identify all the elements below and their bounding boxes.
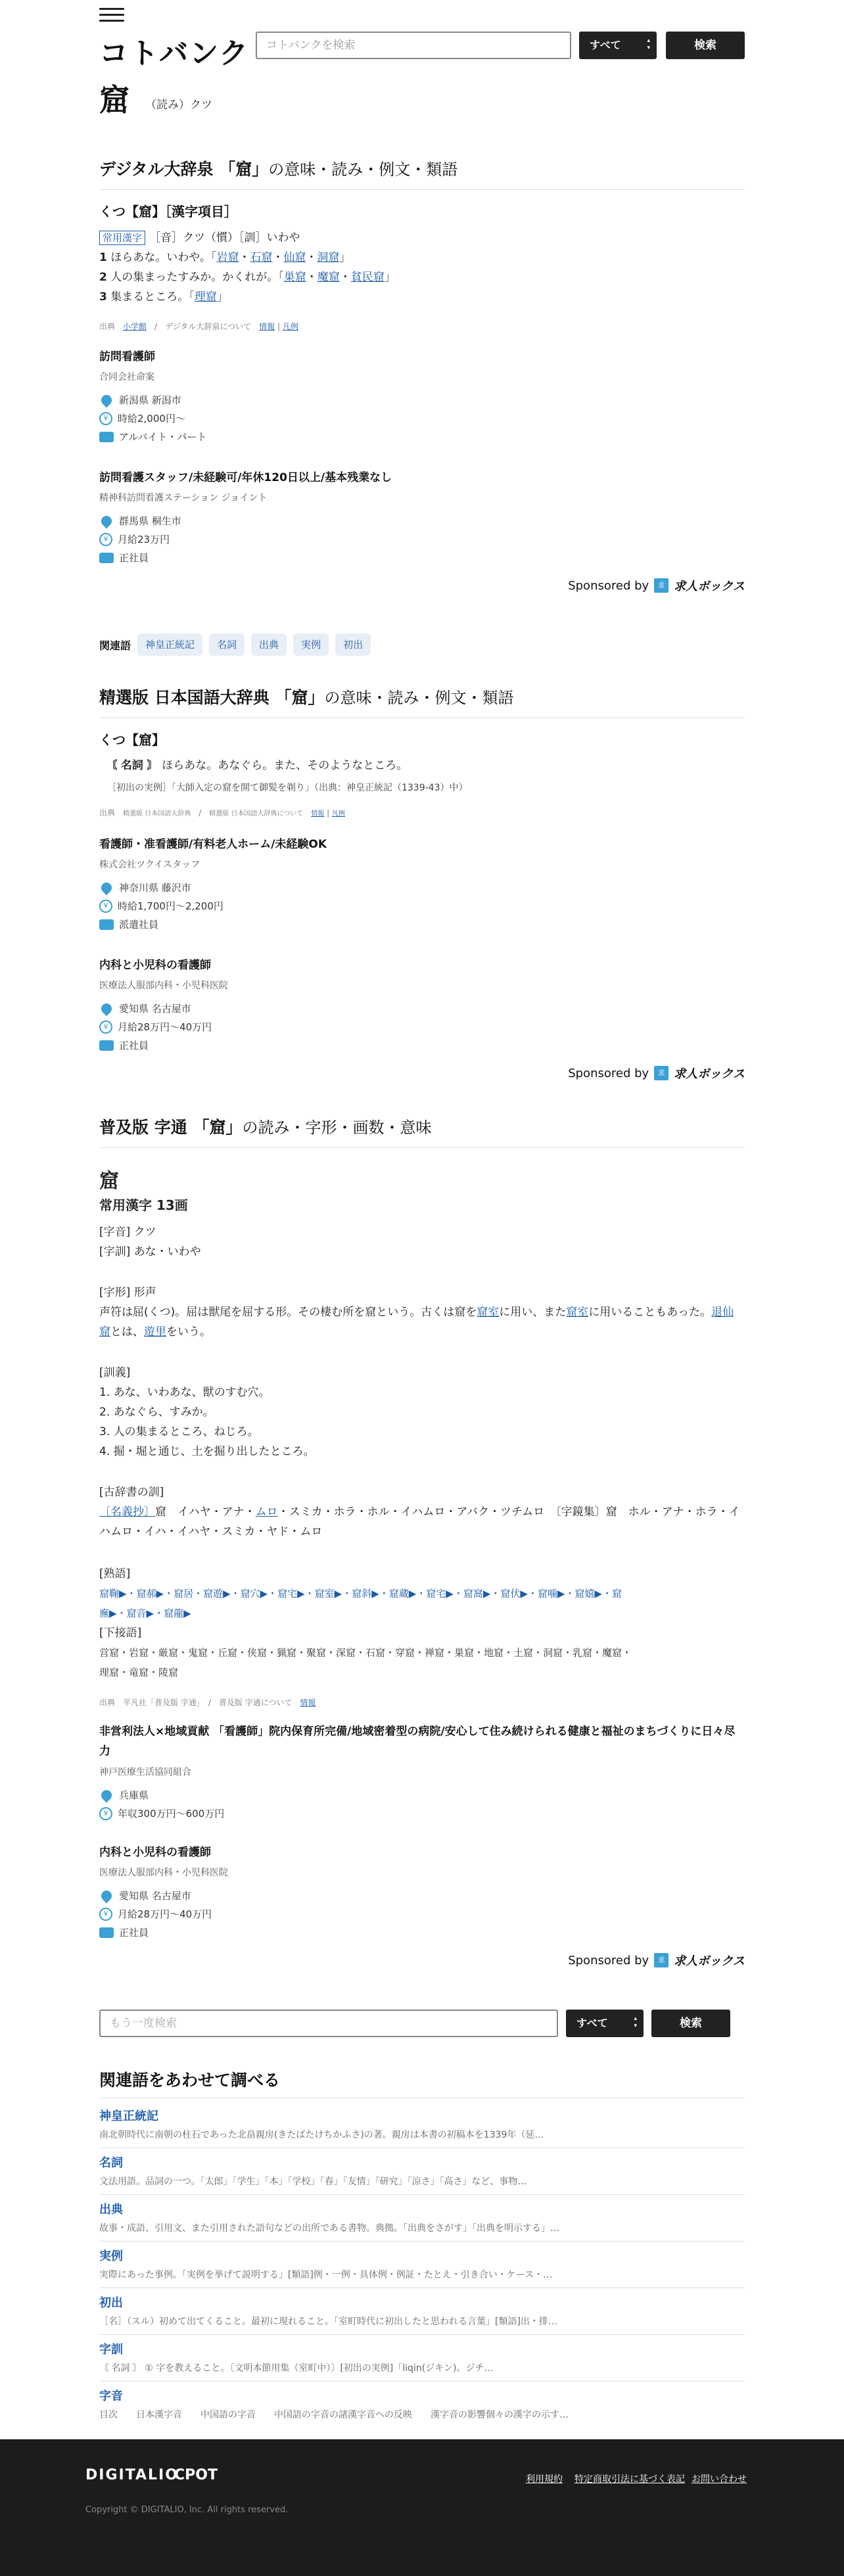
job-title[interactable]: 内科と小児科の看護師 (99, 1846, 211, 1859)
job-title[interactable]: 非営利法人×地域貢献 「看護師」院内保育所完備/地域密着型の病院/安心して住み続けられる健康と福祉のまちづくりに日々尽力 (99, 1725, 736, 1758)
briefcase-icon (99, 1927, 114, 1938)
related-word-desc: 文法用語。品詞の一つ。「太郎」「学生」「本」「学校」「春」「友情」「研究」「涼さ」「高さ」など、事物… (99, 2176, 527, 2187)
job-title[interactable]: 訪問看護スタッフ/未経験可/年休120日以上/基本残業なし (99, 471, 392, 484)
sponsor-brand: 求人ボックス (674, 1067, 745, 1081)
sense-num: 2 (99, 271, 107, 284)
section-rest: の意味・読み・例文・類語 (268, 160, 458, 179)
job-pay (99, 1905, 228, 1923)
kungi-item: 3. 人の集まるところ、ねじろ。 (99, 1425, 259, 1438)
kungi-item: 2. あなぐら、すみか。 (99, 1406, 214, 1419)
kojisho-body (99, 1502, 745, 1542)
bottom-search-input[interactable]: もう一度検索 (99, 2010, 558, 2037)
source-legend-link[interactable]: 凡例 (331, 810, 345, 817)
sense-num: 1 (99, 251, 107, 264)
related-words-list (99, 2102, 745, 2427)
jukugo-list[interactable]: 廡▶・窟音▶・窟龍▶ (99, 1607, 191, 1619)
related-word-title[interactable]: 実例 (99, 2249, 123, 2263)
jukugo-head: [熟語] (99, 1567, 131, 1580)
jikei-text: をいう。 (166, 1325, 211, 1339)
location-pin-icon (99, 514, 114, 529)
jikei-text: に用いることもあった。 (588, 1306, 712, 1319)
kojisho-text: ・スミカ・ホラ・ホル・イハムロ・アバク・ツチムロ 〔字鏡集〕窟 ホル・アナ・ホラ・イハムロ・イハ・イハヤ・スミカ・ヤド・ムロ (99, 1506, 740, 1538)
entry-head: くつ【窟】［漢字項目］ (99, 204, 237, 219)
source-about: デジタル大辞泉について (165, 322, 252, 331)
jikei-text: 声符は屈(くつ)。屈は獣尾を屈する形。その棲む所を窟という。古くは窟を (99, 1306, 477, 1319)
section-word: 「窟」 (193, 1118, 243, 1137)
source-line-jitsu: 出典 平凡社「普及版 字通」 / 普及版 字通について 情報 (99, 1698, 316, 1707)
cpot-logo[interactable]: CPOT (174, 2467, 218, 2483)
job-title[interactable]: 訪問看護師 (99, 350, 155, 363)
job-pay-text: 月給28万円〜40万円 (118, 1021, 212, 1033)
kojisho-text: 窟 イハヤ・アナ・ (155, 1506, 256, 1519)
related-word-item[interactable] (99, 2288, 745, 2335)
related-word-title[interactable]: 初出 (99, 2296, 123, 2310)
entry-head: くつ【窟】 (99, 732, 165, 748)
job-title[interactable]: 看護師・准看護師/有料老人ホーム/未経験OK (99, 838, 327, 851)
sponsor-badge[interactable] (568, 577, 745, 594)
yen-coin-icon: ¥ (99, 1807, 112, 1820)
digitalio-logo[interactable]: DIGITALIO (85, 2467, 179, 2483)
section-source: デジタル大辞泉 (99, 160, 214, 179)
job-location (99, 512, 392, 530)
sponsor-badge[interactable] (568, 1952, 745, 1969)
job-card[interactable] (99, 1843, 228, 1942)
source-legend-link[interactable]: 凡例 (282, 322, 298, 331)
briefcase-icon (99, 432, 114, 442)
related-word-item[interactable] (99, 2148, 745, 2195)
related-word-desc: 実際にあった事例。「実例を挙げて説明する」[類語]例・一例・具体例・例証・たとえ・引き合い・ケース・… (99, 2270, 553, 2280)
section-source: 精選版 日本国語大辞典 (99, 688, 270, 707)
sense-1: 1 ほらあな。いわや。「岩窟・石窟・仙窟・洞窟」 (99, 251, 351, 264)
source-publisher: 平凡社「普及版 字通」 (123, 1698, 200, 1707)
jikei-link[interactable]: 窟室 (566, 1306, 589, 1319)
related-word-desc: ［名］（スル）初めて出てくること。最初に現れること。「室町時代に初出したと思われる言葉」[類語]出・排… (99, 2316, 557, 2327)
related-word-title[interactable]: 名詞 (99, 2156, 123, 2170)
related-word-title[interactable]: 神皇正統記 (99, 2109, 158, 2123)
section-source: 普及版 字通 (99, 1118, 187, 1137)
location-pin-icon (99, 1889, 114, 1904)
job-card[interactable] (99, 1722, 745, 1823)
job-location (99, 1887, 228, 1905)
job-card[interactable] (99, 955, 228, 1055)
source-info-link[interactable]: 情報 (311, 810, 325, 817)
sense-link[interactable]: 岩窟 (216, 251, 239, 264)
job-location (99, 1786, 745, 1805)
job-card[interactable] (99, 347, 206, 446)
source-label: 出典 (99, 1698, 116, 1707)
section-word: 「窟」 (219, 160, 269, 179)
kungi-head: [訓義] (99, 1366, 131, 1379)
job-pay-text: 月給23万円 (118, 534, 170, 545)
yen-coin-icon: ¥ (99, 533, 112, 546)
source-label: 出典 (99, 322, 116, 331)
related-word-item[interactable] (99, 2102, 745, 2148)
job-pay (99, 897, 327, 915)
joyo-kanji-tag[interactable]: 常用漢字 (99, 231, 145, 245)
job-company: 医療法人服部内科・小児科医院 (99, 1868, 228, 1878)
sense-num: 3 (99, 290, 107, 304)
job-company: 精神科訪問看護ステーション ジョイント (99, 493, 268, 503)
related-word-item[interactable] (99, 2335, 745, 2381)
sense-link[interactable]: 洞窟 (317, 251, 340, 264)
job-pay-text: 時給1,700円〜2,200円 (118, 900, 223, 912)
related-chip[interactable]: 初出 (335, 633, 371, 656)
source-line-seisenban: 出典 精選版 日本国語大辞典 / 精選版 日本国語大辞典について 情報 | 凡例 (99, 808, 345, 817)
job-type (99, 1923, 228, 1942)
readings-line: ［音］クツ（慣）［訓］いわや (149, 231, 300, 244)
job-pay (99, 530, 392, 549)
job-location-text: 愛知県 名古屋市 (119, 1890, 191, 1902)
section-word: 「窟」 (275, 688, 325, 707)
kyujin-box-icon: 求 (654, 1066, 668, 1080)
example: ［初出の実例］「大師入定の窟を開て御髪を剃り」（出典：神皇正統記（1339‐43）中） (107, 781, 468, 794)
job-type (99, 549, 392, 567)
section-title-jitsu (99, 1115, 745, 1148)
sense-link[interactable]: 理窟 (194, 290, 217, 304)
job-location-text: 神奈川県 藤沢市 (119, 882, 191, 894)
sense-text: 集まるところ。 (110, 290, 189, 304)
kungi-item: 1. あな、いわあな、獣のすむ穴。 (99, 1386, 270, 1399)
kyujin-box-icon: 求 (654, 1953, 668, 1967)
section-rest: の読み・字形・画数・意味 (242, 1118, 432, 1137)
jikei-body (99, 1302, 745, 1342)
jitsu-stroke: 常用漢字 13画 (99, 1197, 188, 1213)
source-line-daijisen: 出典 小学館 / デジタル大辞泉について 情報 | 凡例 (99, 322, 298, 331)
sense-link[interactable]: 魔窟 (317, 271, 340, 284)
site-footer (0, 2439, 844, 2576)
related-word-desc: 南北朝時代に南朝の柱石であった北畠親房(きたばたけちかふさ)の著。親房は本書の初稿本を1339年（延… (99, 2130, 544, 2140)
jitsu-kanji: 窟 (99, 1170, 119, 1193)
job-company: 神戸医療生活協同組合 (99, 1767, 191, 1778)
sense-text: 人の集まったすみか。かくれが。 (110, 271, 279, 284)
job-location-text: 愛知県 名古屋市 (119, 1003, 191, 1015)
sense-text: ほらあな。いわや。 (110, 251, 211, 264)
related-chip[interactable]: 神皇正統記 (137, 633, 202, 656)
jikei-link[interactable]: 窟室 (477, 1306, 500, 1319)
source-publisher-link[interactable]: 小学館 (123, 322, 147, 331)
kojisho-head: [古辞書の訓] (99, 1486, 164, 1499)
yen-coin-icon: ¥ (99, 1021, 112, 1034)
related-chip[interactable]: 実例 (293, 633, 329, 656)
footer-link-terms[interactable]: 利用規約 (526, 2474, 563, 2485)
job-company: 株式会社ツクイスタッフ (99, 860, 200, 870)
jikei-head: [字形] 形声 (99, 1286, 156, 1299)
footer-link-tokushoho[interactable]: 特定商取引法に基づく表記 (574, 2474, 685, 2485)
job-location-text: 群馬県 桐生市 (119, 515, 181, 527)
location-pin-icon (99, 1788, 114, 1803)
page-headword: 窟 (99, 82, 129, 118)
sense-link[interactable]: 仙窟 (283, 251, 306, 264)
sponsor-badge[interactable] (568, 1065, 745, 1082)
definition-text: ほらあな。あなぐら。また、そのようなところ。 (162, 759, 408, 772)
job-pay-text: 年収300万円〜600万円 (118, 1808, 225, 1820)
location-pin-icon (99, 881, 114, 896)
job-type-text: 正社員 (119, 552, 149, 564)
bottom-search-button[interactable]: 検索 (651, 2010, 730, 2037)
section-title-seisenban (99, 685, 745, 718)
sponsor-brand: 求人ボックス (674, 580, 745, 593)
location-pin-icon (99, 393, 114, 408)
related-word-title[interactable]: 字訓 (99, 2343, 123, 2357)
yen-coin-icon: ¥ (99, 1908, 112, 1921)
related-word-item[interactable] (99, 2195, 745, 2242)
sponsor-label: Sponsored by (568, 1066, 649, 1080)
location-pin-icon (99, 1001, 114, 1017)
site-logo[interactable]: コトバンク (99, 37, 250, 70)
search-button[interactable]: 検索 (666, 32, 745, 59)
jikei-link[interactable]: 遊里 (144, 1325, 166, 1339)
kojisho-link[interactable]: 〔名義抄〕 (99, 1506, 155, 1519)
source-label: 出典 (99, 808, 116, 817)
section-rest: の意味・読み・例文・類語 (324, 689, 514, 707)
entry-readings (99, 228, 300, 248)
kaago-list: 営窟・岩窟・厳窟・鬼窟・丘窟・侠窟・猟窟・聚窟・深窟・石窟・穿窟・禅窟・巣窟・地窟・土窟・洞窟・乳窟・魔窟・ (99, 1647, 632, 1659)
search-input[interactable]: コトバンクを検索 (256, 32, 571, 59)
related-word-item[interactable] (99, 2381, 745, 2427)
job-type-text: 派遣社員 (119, 919, 159, 931)
menu-icon[interactable] (99, 8, 124, 22)
source-about: 精選版 日本国語大辞典について (209, 810, 304, 817)
related-word-desc: 目次 日本漢字音 中国語の字音 中国語の字音の諸漢字音への反映 漢字音の影響個々の漢字の示す… (99, 2410, 569, 2420)
related-word-title[interactable]: 字音 (99, 2389, 123, 2403)
kungi-item: 4. 掘・堀と通じ、土を掘り出したところ。 (99, 1445, 315, 1458)
briefcase-icon (99, 553, 114, 563)
sense-link[interactable]: 貧民窟 (350, 271, 385, 284)
related-word-desc: 故事・成語、引用文、また引用された語句などの出所である書物。典拠。「出典をさがす」「出典を明示する」… (99, 2223, 559, 2234)
job-type (99, 428, 206, 446)
definition (106, 756, 408, 775)
sense-3: 3 集まるところ。「理窟」 (99, 290, 228, 304)
job-title[interactable]: 内科と小児科の看護師 (99, 959, 211, 972)
job-type-text: 正社員 (119, 1927, 149, 1939)
kaago-head: [下接語] (99, 1626, 142, 1640)
job-pay (99, 1018, 228, 1036)
sponsor-label: Sponsored by (568, 1953, 649, 1967)
jitsu-onyomi: [字音] クツ (99, 1226, 156, 1239)
source-publisher: 精選版 日本国語大辞典 (123, 810, 191, 817)
yen-coin-icon: ¥ (99, 900, 112, 913)
source-info-link[interactable]: 情報 (259, 322, 275, 331)
bottom-search-scope-select[interactable]: すべて ▴ ▾ (566, 2010, 644, 2037)
jikei-link[interactable]: 退仙窟 (99, 1306, 734, 1339)
job-card[interactable] (99, 835, 327, 934)
copyright: Copyright © DIGITALIO, Inc. All rights reserved. (85, 2505, 289, 2515)
kojisho-link[interactable]: ムロ (255, 1506, 278, 1519)
job-type (99, 1036, 228, 1055)
related-chip[interactable]: 出典 (251, 633, 287, 656)
sponsor-brand: 求人ボックス (674, 1954, 745, 1968)
section-title-daijisen (99, 156, 745, 190)
related-word-desc: 〘 名詞 〙 ① 字を教えること。〔文明本節用集（室町中）〕[初出の実例]「liqin(ジキン)。ジチ… (99, 2363, 494, 2374)
sponsor-label: Sponsored by (568, 578, 649, 593)
related-word-item[interactable] (99, 2242, 745, 2288)
related-chips (99, 633, 371, 656)
job-pay (99, 409, 206, 428)
related-words-title: 関連語をあわせて調べる (99, 2067, 745, 2098)
job-location (99, 391, 206, 409)
sense-link[interactable]: 巣窟 (283, 271, 306, 284)
related-label: 関連語 (99, 639, 131, 652)
related-word-title[interactable]: 出典 (99, 2203, 123, 2217)
yen-coin-icon: ¥ (99, 412, 112, 425)
footer-link-contact[interactable]: お問い合わせ (692, 2474, 747, 2485)
briefcase-icon (99, 919, 114, 930)
part-of-speech: 〘 名詞 〙 (106, 759, 158, 772)
related-chip[interactable]: 名詞 (209, 633, 245, 656)
job-location-text: 新潟県 新潟市 (119, 394, 181, 406)
jikei-text: とは、 (110, 1325, 144, 1339)
search-scope-select[interactable]: すべて ▴ ▾ (579, 32, 657, 59)
kyujin-box-icon: 求 (654, 578, 668, 593)
job-type-text: アルバイト・パート (119, 431, 207, 443)
job-type-text: 正社員 (119, 1040, 149, 1051)
job-type (99, 915, 327, 934)
source-about: 普及版 字通について (218, 1698, 293, 1707)
jitsu-kunyomi: [字訓] あな・いわや (99, 1245, 201, 1258)
job-company: 合同会社命案 (99, 372, 154, 382)
jukugo-list[interactable]: 窟鞠▶・窟郝▶・窟居・窟遊▶・窟穴▶・窟宅▶・窟室▶・窟斜▶・窟蔵▶・窟宅▶・窟窩▶・窟伏▶・窟噛▶・窟嬉▶・窟 (99, 1588, 622, 1599)
sense-2: 2 人の集まったすみか。かくれが。「巣窟・魔窟・貧民窟」 (99, 271, 396, 284)
job-location (99, 879, 327, 897)
job-company: 医療法人服部内科・小児科医院 (99, 980, 228, 991)
job-location-text: 兵庫県 (119, 1789, 149, 1801)
job-pay (99, 1805, 745, 1823)
sense-link[interactable]: 石窟 (250, 251, 273, 264)
kaago-list: 理窟・竜窟・陵窟 (99, 1667, 179, 1678)
headword-reading: （読み）クツ (145, 99, 212, 112)
briefcase-icon (99, 1040, 114, 1051)
source-info-link[interactable]: 情報 (300, 1698, 316, 1707)
job-pay-text: 月給28万円〜40万円 (118, 1908, 212, 1920)
jikei-text: に用い、また (499, 1306, 567, 1319)
job-pay-text: 時給2,000円〜 (118, 413, 185, 425)
job-card[interactable] (99, 468, 392, 567)
job-location (99, 1000, 228, 1018)
